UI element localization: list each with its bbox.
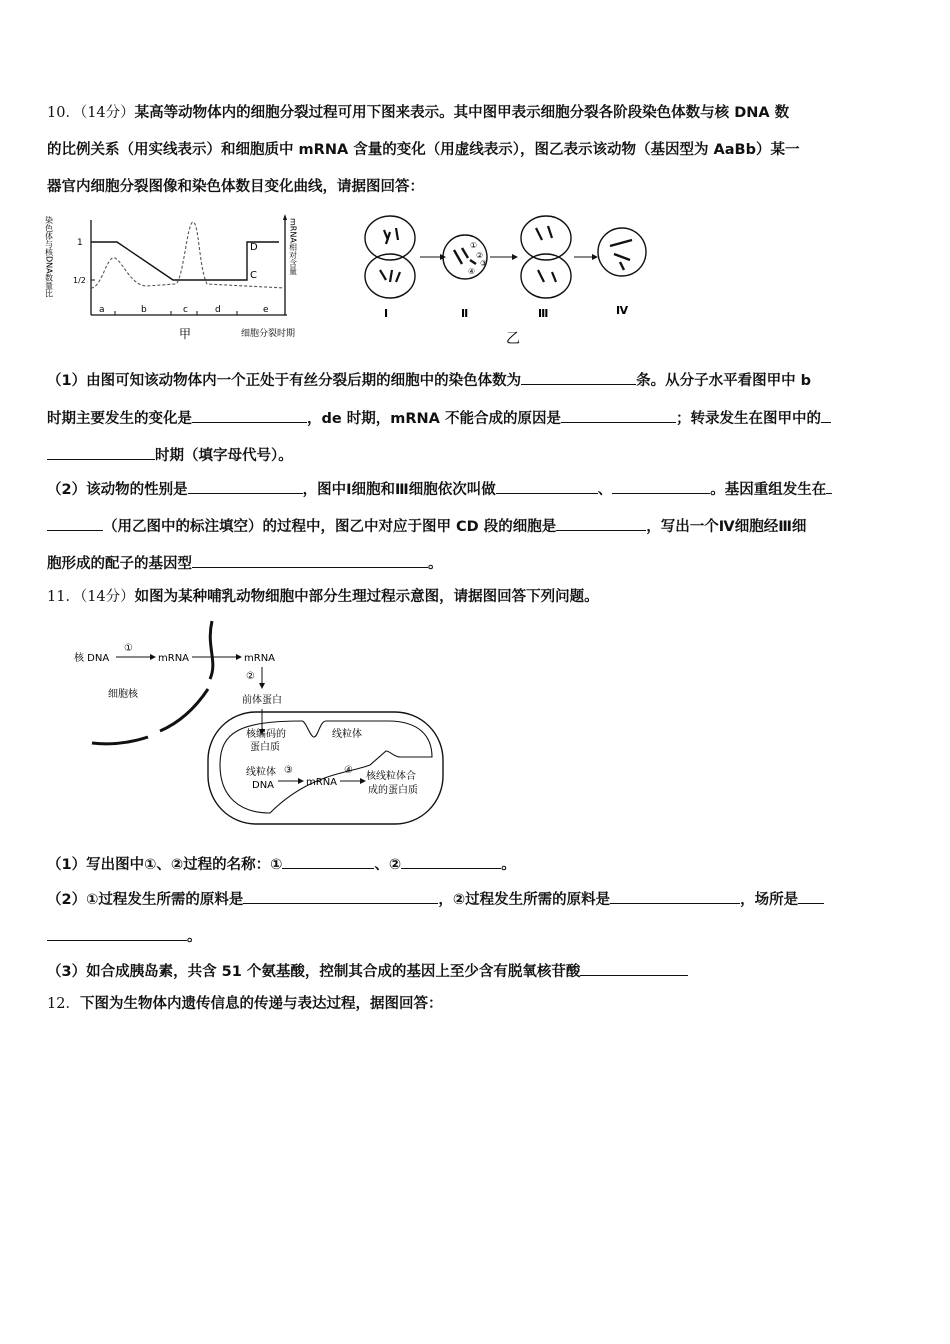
q11-blank-5a[interactable] xyxy=(798,888,824,904)
jia-point-c: C xyxy=(250,270,257,281)
q11-p1-text-a: （1）写出图中①、②过程的名称：① xyxy=(47,857,283,873)
q10-line-1 xyxy=(47,103,907,123)
q10-p1-line-3 xyxy=(47,444,907,466)
q11-p3-text: （3）如合成胰岛素，共含 51 个氨基酸，控制其合成的基因上至少含有脱氧核苷酸 xyxy=(47,964,581,980)
q10-p2-text-f: ，写出一个Ⅳ细胞经Ⅲ细 xyxy=(646,519,807,535)
jia-tick-1: 1 xyxy=(77,238,83,248)
q10-p1-text-b: 条。从分子水平看图甲中 b xyxy=(636,373,812,389)
q10-line-2: 的比例关系（用实线表示）和细胞质中 mRNA 含量的变化（用虚线表示），图乙表示该动物（基因型为 AaBb）某一 xyxy=(47,142,800,158)
yi-cell-1 xyxy=(365,216,415,298)
q10-p2-text-d: 。基因重组发生在 xyxy=(710,482,827,498)
q12-number: 12． xyxy=(47,996,80,1012)
jia-x-label: 细胞分裂时期 xyxy=(241,329,296,339)
q11-mrna-2: mRNA xyxy=(244,653,276,664)
q10-blank-2[interactable] xyxy=(192,407,307,423)
yi-marker-2: ② xyxy=(476,251,484,260)
q11-blank-5b[interactable] xyxy=(47,925,187,941)
q10-line-3: 器官内细胞分裂图像和染色体数目变化曲线，请据图回答： xyxy=(47,179,424,195)
jia-y-label: 染色体与核DNA数量比 xyxy=(44,216,54,298)
q10-blank-7[interactable] xyxy=(612,478,710,494)
q11-nucleus: 细胞核 xyxy=(108,689,138,700)
q10-p1-text-d: ，de 时期，mRNA 不能合成的原因是 xyxy=(307,411,561,427)
q11-step-1: ① xyxy=(124,643,133,654)
q11-mrna-1: mRNA xyxy=(158,653,190,664)
yi-label-4: Ⅳ xyxy=(616,304,629,317)
q11-encoded-1: 核编码的 xyxy=(246,729,286,740)
q10-p1-text-f: 时期（填字母代号）。 xyxy=(155,448,293,464)
q10-p2-line-2 xyxy=(47,515,907,537)
q10-blank-8b[interactable] xyxy=(47,515,103,531)
q10-p2-text-h: 。 xyxy=(428,556,443,572)
q11-blank-6[interactable] xyxy=(580,960,688,976)
jia-phase-d: d xyxy=(215,305,221,315)
q11-step-4: ④ xyxy=(344,765,353,776)
q11-encoded-2: 蛋白质 xyxy=(250,742,280,753)
q11-blank-1[interactable] xyxy=(282,853,374,869)
q10-p1-line-2 xyxy=(47,407,907,429)
q11-mtdna-1: 线粒体 xyxy=(246,767,276,778)
q10-blank-9[interactable] xyxy=(556,515,646,531)
q11-mitochondrion: 线粒体 xyxy=(332,729,362,740)
q11-nuclear-mt-2: 成的蛋白质 xyxy=(368,785,418,796)
jia-phase-e: e xyxy=(263,305,269,315)
q11-p2-text-d: 。 xyxy=(187,929,202,945)
q11-title: 如图为某种哺乳动物细胞中部分生理过程示意图，请据图回答下列问题。 xyxy=(134,589,599,605)
q10-p2-text-a: （2）该动物的性别是 xyxy=(47,482,188,498)
q11-nuclear-dna: 核 DNA xyxy=(74,653,110,664)
yi-marker-1: ① xyxy=(470,241,478,250)
q10-p2-text-g: 胞形成的配子的基因型 xyxy=(47,556,192,572)
q10-p2-line-3 xyxy=(47,552,907,574)
q11-step-2: ② xyxy=(246,671,255,682)
q10-blank-4b[interactable] xyxy=(47,444,155,460)
q10-stem-1: 某高等动物体内的细胞分裂过程可用下图来表示。其中图甲表示细胞分裂各阶段染色体数与核 DNA 数 xyxy=(134,105,790,121)
q11-p2-text-b: ，②过程发生所需的原料是 xyxy=(438,892,611,908)
jia-phase-a: a xyxy=(99,305,105,315)
q10-blank-8a[interactable] xyxy=(826,478,832,494)
figure-jia xyxy=(44,208,315,341)
q11-p1-text-c: 。 xyxy=(501,857,516,873)
yi-label-2: Ⅱ xyxy=(461,307,469,320)
q10-p2-text-b: ，图中Ⅰ细胞和Ⅲ细胞依次叫做 xyxy=(302,482,496,498)
q10-p1-line-1 xyxy=(47,369,907,391)
q11-p2-text-a: （2）①过程发生所需的原料是 xyxy=(47,892,244,908)
q11-p1-text-b: 、② xyxy=(374,857,402,873)
q10-blank-5[interactable] xyxy=(188,478,303,494)
jia-tick-half: 1/2 xyxy=(73,276,86,285)
q11-p2-line-2 xyxy=(47,925,907,947)
q11-p2-text-c: ，场所是 xyxy=(740,892,799,908)
q11-blank-2[interactable] xyxy=(401,853,501,869)
q11-p3-line xyxy=(47,960,907,982)
q10-blank-4a[interactable] xyxy=(821,407,831,423)
q11-blank-4[interactable] xyxy=(610,888,740,904)
yi-cell-3 xyxy=(521,216,571,298)
q11-blank-3[interactable] xyxy=(243,888,438,904)
jia-y-right-label: mRNA相对含量 xyxy=(288,218,298,275)
q11-mtdna-2: DNA xyxy=(252,780,275,791)
yi-caption: 乙 xyxy=(506,331,520,347)
jia-caption: 甲 xyxy=(179,327,192,341)
yi-label-3: Ⅲ xyxy=(538,307,549,320)
q10-p2-text-e: （用乙图中的标注填空）的过程中，图乙中对应于图甲 CD 段的细胞是 xyxy=(103,519,557,535)
q10-p2-text-c: 、 xyxy=(597,482,613,498)
q11-precursor: 前体蛋白 xyxy=(242,695,282,706)
jia-phase-c: c xyxy=(183,305,188,315)
q12-title: 下图为生物体内遗传信息的传递与表达过程，据图回答： xyxy=(79,996,443,1012)
figure-q11 xyxy=(70,617,450,832)
q11-line-1 xyxy=(47,587,907,607)
q12-line xyxy=(47,994,907,1014)
yi-marker-3: ③ xyxy=(480,259,488,268)
q10-blank-3[interactable] xyxy=(561,407,676,423)
q11-p1-line xyxy=(47,853,907,875)
q11-number: 11．（14分） xyxy=(47,589,135,605)
q11-nuclear-mt-1: 核线粒体合 xyxy=(366,771,416,782)
yi-cell-4 xyxy=(598,228,646,276)
yi-marker-4: ④ xyxy=(468,267,476,276)
q11-p2-line-1 xyxy=(47,888,907,910)
jia-phase-b: b xyxy=(141,305,147,315)
q10-blank-6[interactable] xyxy=(496,478,598,494)
q11-step-3: ③ xyxy=(284,765,293,776)
q10-p1-text-c: 时期主要发生的变化是 xyxy=(47,411,192,427)
yi-label-1: Ⅰ xyxy=(384,307,389,320)
jia-point-d: D xyxy=(250,242,258,253)
figure-yi xyxy=(360,210,660,345)
q10-p2-line-1 xyxy=(47,478,907,500)
q10-p1-text-e: ；转录发生在图甲中的 xyxy=(675,411,821,427)
q10-blank-1[interactable] xyxy=(521,369,636,385)
q10-number: 10．（14分） xyxy=(47,105,135,121)
q10-blank-10[interactable] xyxy=(192,552,428,568)
q10-p1-text-a: （1）由图可知该动物体内一个正处于有丝分裂后期的细胞中的染色体数为 xyxy=(47,373,522,389)
q11-mrna-3: mRNA xyxy=(306,777,338,788)
